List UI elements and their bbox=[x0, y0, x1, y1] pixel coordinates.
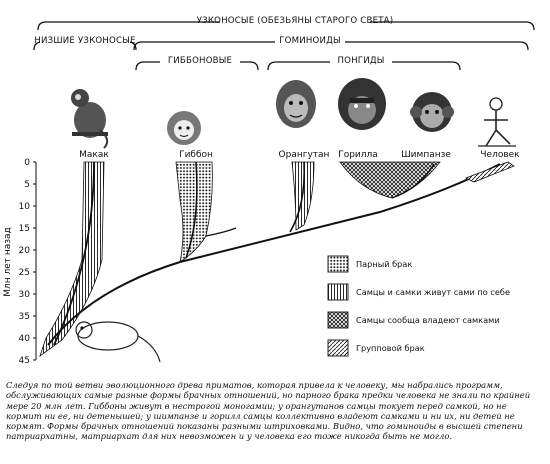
header-catarrhini: УЗКОНОСЫЕ (ОБЕЗЬЯНЫ СТАРОГО СВЕТА) bbox=[196, 16, 394, 26]
header-gibbons: ГИББОНОВЫЕ bbox=[167, 56, 233, 66]
legend-label-2: Самцы сообща владеют самками bbox=[356, 315, 500, 325]
legend-swatch-vertical bbox=[328, 284, 348, 300]
header-lower-catarrhini: НИЗШИЕ УЗКОНОСЫЕ bbox=[34, 36, 136, 46]
legend-swatch-crosshatch bbox=[328, 312, 348, 328]
human-icon bbox=[478, 98, 516, 146]
figure-caption: Следуя по той ветви эволюционного древа приматов, которая привела к человеку, мы набрались программ, обслуживающих самые разные формы брачных отношений, но парного брака предки человека не знали по крайней мере 20 млн лет. Гиббоны живут в нестрогой моногамии; у орангутанов самцы токует перед самкой, но не кормит ни ее, ни детенышей; у шимпанзе и горилл самцы коллективно владеют самками и ни их, ни детей не кормят. Формы брачных отношений показаны разными штриховками. Видно, что гоминоиды в высшей степени патриархатны, матриархат для них невозможен и у человека его тоже никогда быть не могло. bbox=[6, 380, 531, 442]
label-human: Человек bbox=[480, 150, 520, 160]
tick-20: 20 bbox=[18, 246, 30, 256]
label-gorilla: Горилла bbox=[338, 150, 378, 160]
tick-45: 45 bbox=[18, 356, 30, 366]
tick-30: 30 bbox=[18, 290, 30, 300]
tick-10: 10 bbox=[18, 202, 30, 212]
tick-40: 40 bbox=[18, 334, 30, 344]
axis-title: Млн лет назад bbox=[3, 227, 13, 297]
branch-human bbox=[466, 162, 514, 182]
legend-label-0: Парный брак bbox=[356, 259, 413, 269]
chimpanzee-icon bbox=[410, 92, 454, 132]
tick-5: 5 bbox=[24, 180, 30, 190]
branch-gorilla-chimp bbox=[340, 162, 440, 198]
label-orangutan: Орангутан bbox=[278, 150, 330, 160]
label-gibbon: Гиббон bbox=[179, 150, 213, 160]
label-chimpanzee: Шимпанзе bbox=[401, 150, 451, 160]
taxonomy-header bbox=[34, 14, 534, 70]
gorilla-icon bbox=[338, 78, 386, 130]
branch-gibbon bbox=[176, 162, 212, 262]
ancestor-icon bbox=[76, 322, 160, 362]
legend-swatch-diagonal bbox=[328, 340, 348, 356]
tick-25: 25 bbox=[18, 268, 30, 278]
legend-label-3: Групповой брак bbox=[356, 343, 425, 353]
tick-35: 35 bbox=[18, 312, 30, 322]
gibbon-icon bbox=[167, 111, 201, 145]
header-pongids: ПОНГИДЫ bbox=[337, 56, 385, 66]
phylogeny-branches bbox=[40, 162, 514, 356]
legend-swatch-dots bbox=[328, 256, 348, 272]
tick-15: 15 bbox=[18, 224, 30, 234]
legend bbox=[328, 256, 510, 356]
tick-0: 0 bbox=[24, 158, 30, 168]
time-axis bbox=[3, 158, 36, 366]
branch-macaque bbox=[40, 162, 104, 356]
species-labels bbox=[79, 150, 520, 160]
label-macaque: Макак bbox=[79, 150, 109, 160]
macaque-icon bbox=[71, 89, 108, 148]
header-hominoids: ГОМИНОИДЫ bbox=[279, 36, 341, 46]
species-illustrations bbox=[71, 78, 516, 148]
orangutan-icon bbox=[276, 80, 316, 128]
legend-label-1: Самцы и самки живут сами по себе bbox=[356, 287, 510, 297]
